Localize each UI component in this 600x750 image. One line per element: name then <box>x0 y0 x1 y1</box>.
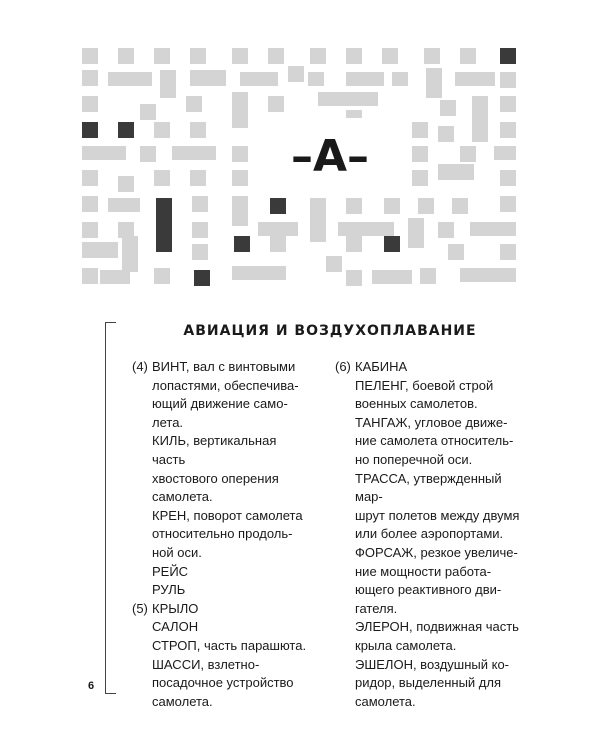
entry-line: лопастями, обеспечива- <box>152 377 299 393</box>
entry-line: ной оси. <box>152 544 202 560</box>
entry-line: САЛОН <box>152 619 199 635</box>
entry-line: но поперечной оси. <box>355 451 473 467</box>
entry-line: относительно продоль- <box>152 526 293 542</box>
word-length-label: (4) <box>132 359 148 374</box>
entry-line: ющий движение само- <box>152 396 288 412</box>
entry-line: шрут полетов между двумя <box>355 507 520 523</box>
margin-bracket <box>105 322 116 694</box>
entry-line: лета. <box>152 414 184 430</box>
entry-line: посадочное устройство <box>152 675 294 691</box>
entry-line: ВИНТ, вал с винтовыми <box>152 359 296 374</box>
right-column <box>335 358 525 711</box>
word-group <box>132 358 307 600</box>
left-column <box>132 358 307 711</box>
letter-heading-box <box>268 118 392 194</box>
entry-line: РЕЙС <box>152 563 189 579</box>
entry-line: ТАНГАЖ, угловое движе- <box>355 414 508 430</box>
entry-line: ЭШЕЛОН, воздушный ко- <box>355 656 510 672</box>
entry-line: ющего реактивного дви- <box>355 582 502 598</box>
entry-line: ридор, выделенный для <box>355 675 501 691</box>
entry-line: РУЛЬ <box>152 582 186 598</box>
entry-line: КАБИНА <box>355 359 408 374</box>
entry-line: самолета. <box>355 693 416 709</box>
entry-line: КРЫЛО <box>152 600 199 616</box>
entry-line: гателя. <box>355 600 398 616</box>
entry-line: КРЕН, поворот самолета <box>152 507 303 523</box>
word-group <box>335 358 525 711</box>
entry-line: самолета. <box>152 693 213 709</box>
entry-line: ПЕЛЕНГ, боевой строй <box>355 377 494 393</box>
entry-line: ЭЛЕРОН, подвижная часть <box>355 619 519 635</box>
entry-line: ФОРСАЖ, резкое увеличе- <box>355 544 518 560</box>
section-letter: –А– <box>290 130 370 182</box>
entry-line: самолета. <box>152 489 213 505</box>
entry-line: военных самолетов. <box>355 396 478 412</box>
page-number: 6 <box>88 680 95 692</box>
entry-line: крыла самолета. <box>355 637 457 653</box>
entry-line: ние самолета относитель- <box>355 433 514 449</box>
word-length-label: (5) <box>132 600 148 616</box>
entry-line: ШАССИ, взлетно- <box>152 656 260 672</box>
entry-line: хвостового оперения <box>152 470 279 486</box>
entry-line: ние мощности работа- <box>355 563 492 579</box>
entry-line: КИЛЬ, вертикальная часть <box>152 433 277 467</box>
word-group <box>132 600 307 712</box>
section-title: АВИАЦИЯ И ВОЗДУХОПЛАВАНИЕ <box>183 323 477 339</box>
entry-line: ТРАССА, утвержденный мар- <box>355 470 502 505</box>
entry-line: или более аэропортами. <box>355 526 504 542</box>
entry-line: СТРОП, часть парашюта. <box>152 637 307 653</box>
word-length-label: (6) <box>335 359 351 374</box>
